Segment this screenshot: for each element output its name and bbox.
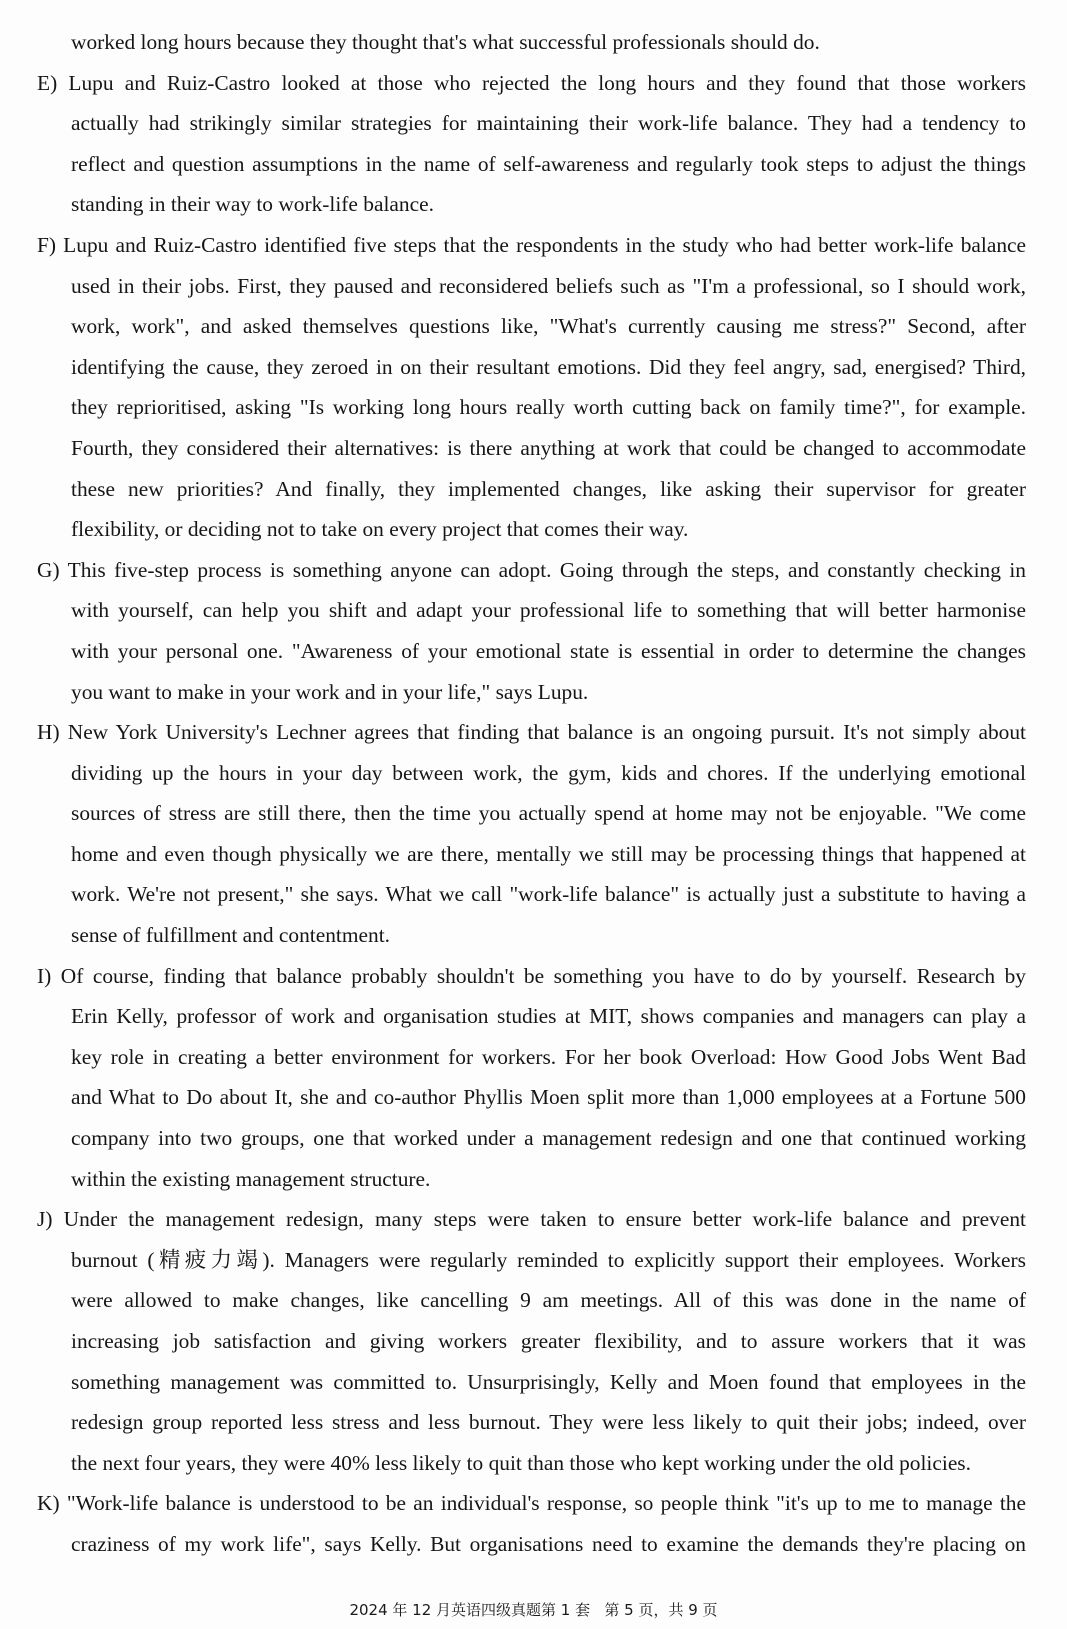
paragraph-line: G) This five-step process is something anyone can adopt. Going through the steps, and constantly checking in [37, 557, 1026, 582]
paragraph-line: dividing up the hours in your day between work, the gym, kids and chores. If the underlying emotional [71, 760, 1026, 785]
paragraph-e [0, 63, 1067, 225]
paragraph-line: within the existing management structure. [71, 1166, 431, 1191]
paragraph-line: K) "Work-life balance is understood to be an individual's response, so people think "it's up to me to manage the [37, 1491, 1026, 1516]
paragraph-line: they reprioritised, asking "Is working long hours really worth cutting back on family time?", for example. [71, 395, 1026, 420]
page-footer: 2024 年 12 月英语四级真题第 1 套 第 5 页，共 9 页 [349, 1601, 718, 1619]
paragraph-line: standing in their way to work-life balance. [71, 192, 434, 217]
paragraph-line: you want to make in your work and in your life," says Lupu. [71, 679, 589, 704]
paragraph-line: worked long hours because they thought that's what successful professionals should do. [71, 30, 820, 54]
paragraph-line: I) Of course, finding that balance probably shouldn't be something you have to do by yourself. Research by [37, 963, 1026, 988]
paragraph-line: redesign group reported less stress and less burnout. They were less likely to quit their jobs; indeed, over [71, 1410, 1026, 1435]
paragraph-line: used in their jobs. First, they paused and reconsidered beliefs such as "I'm a professional, so I should work, [71, 273, 1026, 298]
paragraph-line: actually had strikingly similar strategies for maintaining their work-life balance. They had a tendency to [71, 111, 1026, 136]
paragraph-j [0, 1199, 1067, 1483]
paragraph-line: Fourth, they considered their alternatives: is there anything at work that could be changed to accommodate [71, 435, 1026, 460]
paragraph-line: flexibility, or deciding not to take on every project that comes their way. [71, 517, 689, 542]
paragraph-line: F) Lupu and Ruiz-Castro identified five steps that the respondents in the study who had better work-life balance [37, 232, 1026, 257]
paragraph-line: something management was committed to. Unsurprisingly, Kelly and Moen found that employees in the [71, 1369, 1026, 1394]
paragraph-line: craziness of my work life", says Kelly. But organisations need to examine the demands they're placing on [71, 1531, 1026, 1556]
paragraph-line: H) New York University's Lechner agrees that finding that balance is an ongoing pursuit. It's not simply about [37, 720, 1026, 745]
paragraph-i [0, 956, 1067, 1200]
paragraph-line: E) Lupu and Ruiz-Castro looked at those who rejected the long hours and they found that those workers [37, 70, 1026, 95]
paragraph-line: with your personal one. "Awareness of your emotional state is essential in order to determine the changes [71, 638, 1026, 663]
paragraph-line: the next four years, they were 40% less likely to quit than those who kept working under the old policies. [71, 1450, 971, 1475]
paragraph-k [0, 1483, 1067, 1564]
paragraph-line: key role in creating a better environment for workers. For her book Overload: How Good Jobs Went Bad [71, 1044, 1026, 1069]
paragraph-continued [0, 22, 1067, 63]
paragraph-line: sense of fulfillment and contentment. [71, 923, 390, 948]
paragraph-line: burnout (精疲力竭). Managers were regularly reminded to explicitly support their employees. Workers [71, 1247, 1026, 1272]
paragraph-line: J) Under the management redesign, many steps were taken to ensure better work-life balance and prevent [37, 1207, 1026, 1232]
paragraph-line: company into two groups, one that worked under a management redesign and one that continued working [71, 1126, 1026, 1151]
paragraph-line: increasing job satisfaction and giving workers greater flexibility, and to assure workers that it was [71, 1329, 1026, 1353]
passage-text [0, 22, 1067, 1565]
paragraph-f [0, 225, 1067, 550]
paragraph-line: these new priorities? And finally, they implemented changes, like asking their supervisor for greater [71, 476, 1026, 501]
paragraph-line: were allowed to make changes, like cancelling 9 am meetings. All of this was done in the name of [71, 1288, 1026, 1313]
paragraph-line: and What to Do about It, she and co-author Phyllis Moen split more than 1,000 employees at a Fortune 500 [71, 1085, 1026, 1110]
paragraph-line: home and even though physically we are there, mentally we still may be processing things that happened at [71, 841, 1026, 866]
paragraph-g [0, 550, 1067, 712]
paragraph-line: identifying the cause, they zeroed in on their resultant emotions. Did they feel angry, sad, energised? Third, [71, 354, 1026, 379]
paragraph-line: sources of stress are still there, then the time you actually spend at home may not be enjoyable. "We come [71, 801, 1026, 826]
paragraph-line: reflect and question assumptions in the name of self-awareness and regularly took steps to adjust the things [71, 151, 1026, 176]
paragraph-line: Erin Kelly, professor of work and organisation studies at MIT, shows companies and managers can play a [71, 1004, 1026, 1029]
paragraph-line: work, work", and asked themselves questions like, "What's currently causing me stress?" Second, after [71, 314, 1026, 339]
paragraph-line: work. We're not present," she says. What we call "work-life balance" is actually just a substitute to having a [71, 882, 1026, 907]
paragraph-line: with yourself, can help you shift and adapt your professional life to something that will better harmonise [71, 598, 1026, 623]
paragraph-h [0, 712, 1067, 956]
